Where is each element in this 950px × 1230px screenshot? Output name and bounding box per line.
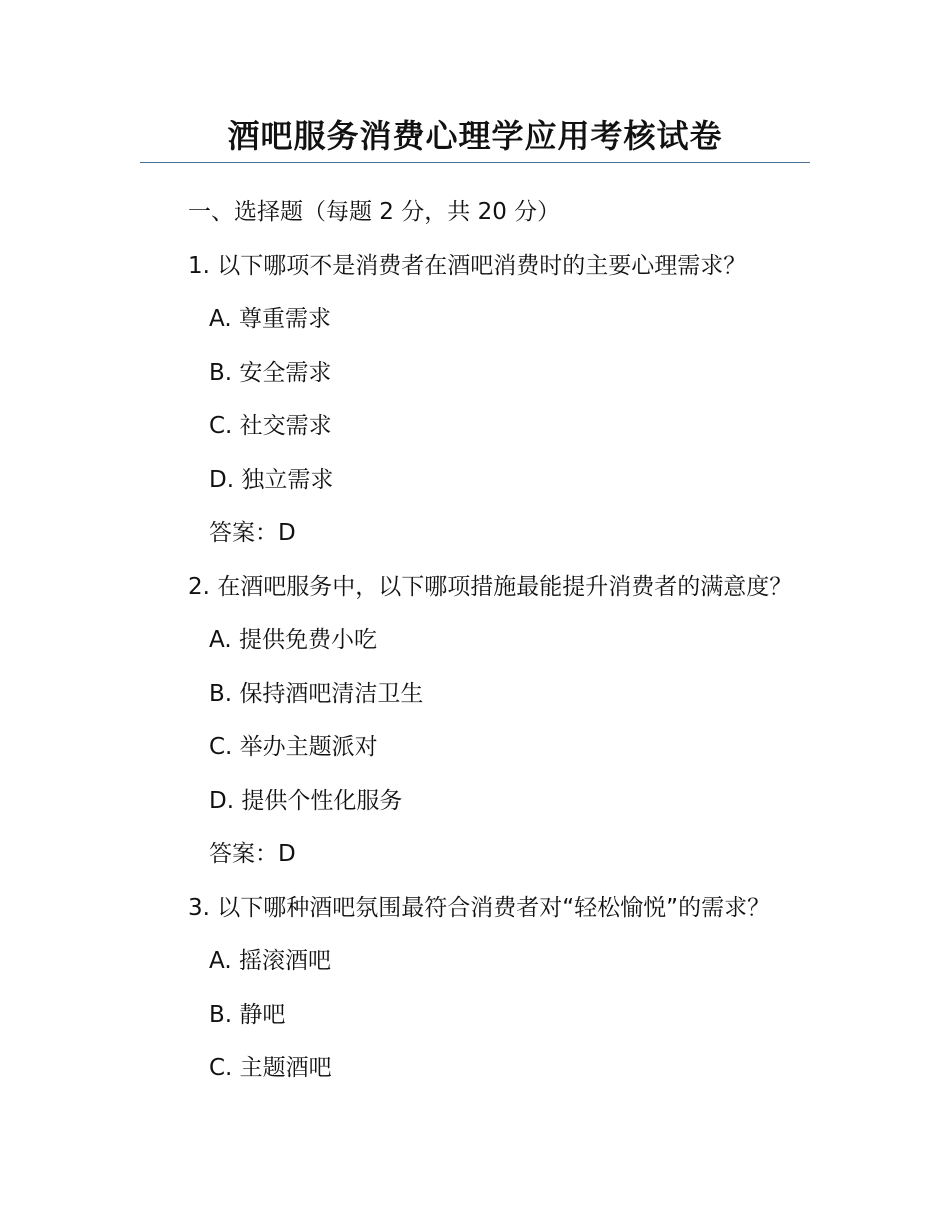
question-stem: 2. 在酒吧服务中，以下哪项措施最能提升消费者的满意度？ bbox=[188, 574, 793, 600]
answer-option: B. 保持酒吧清洁卫生 bbox=[209, 681, 424, 707]
answer-key: 答案：D bbox=[209, 841, 296, 867]
answer-option: B. 安全需求 bbox=[209, 360, 332, 386]
answer-option: A. 摇滚酒吧 bbox=[209, 948, 331, 974]
answer-option: A. 提供免费小吃 bbox=[209, 627, 377, 653]
answer-option: C. 社交需求 bbox=[209, 413, 332, 439]
answer-option: B. 静吧 bbox=[209, 1002, 286, 1028]
section-heading: 一、选择题（每题 2 分，共 20 分） bbox=[188, 199, 561, 225]
question-stem: 1. 以下哪项不是消费者在酒吧消费时的主要心理需求？ bbox=[188, 253, 747, 279]
document-title: 酒吧服务消费心理学应用考核试卷 bbox=[227, 117, 723, 155]
answer-option: C. 举办主题派对 bbox=[209, 734, 378, 760]
answer-option: C. 主题酒吧 bbox=[209, 1055, 332, 1081]
answer-option: A. 尊重需求 bbox=[209, 306, 331, 332]
title-underline bbox=[140, 162, 810, 163]
answer-option: D. 独立需求 bbox=[209, 467, 334, 493]
answer-key: 答案：D bbox=[209, 520, 296, 546]
question-stem: 3. 以下哪种酒吧氛围最符合消费者对“轻松愉悦”的需求？ bbox=[188, 895, 771, 921]
answer-option: D. 提供个性化服务 bbox=[209, 788, 403, 814]
